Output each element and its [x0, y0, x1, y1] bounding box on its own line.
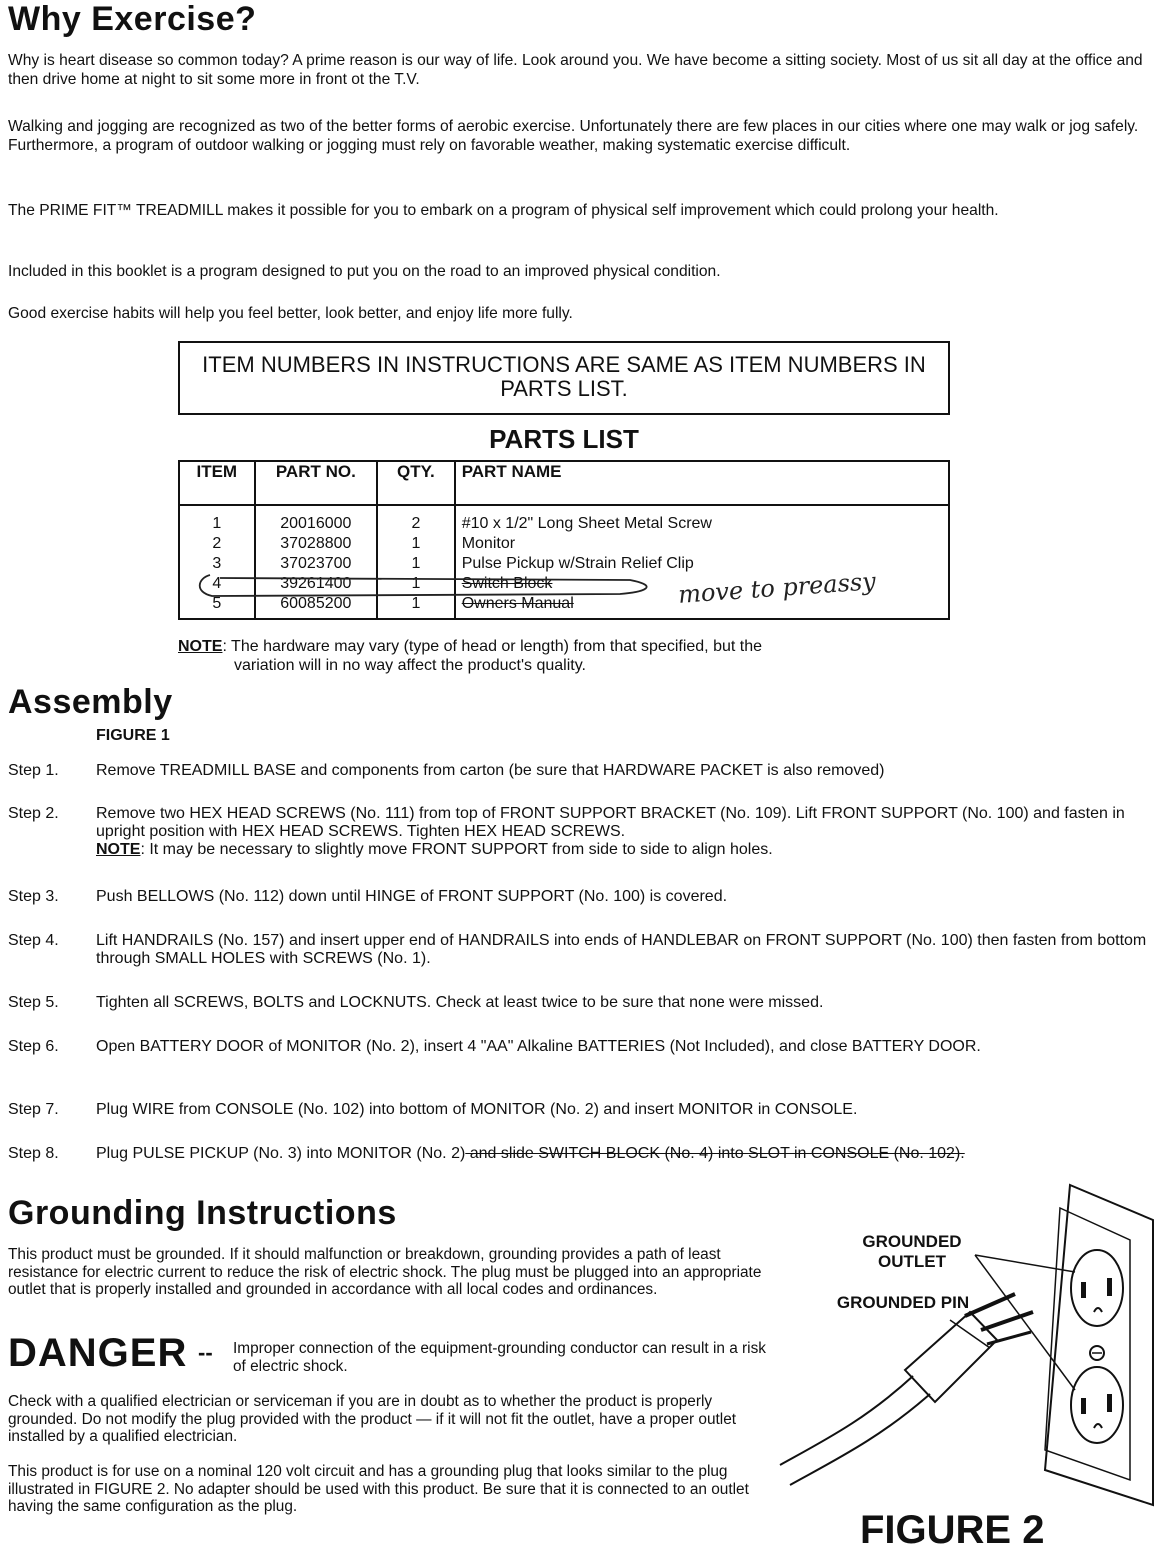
- receptacle-bottom: [1071, 1367, 1123, 1443]
- step-4: [8, 932, 1153, 968]
- outlet-wallplate: [1045, 1185, 1153, 1505]
- grounding-paragraph-2: Check with a qualified electrician or serviceman if you are in doubt as to whether the product is properly grounded. Do not modify the plug provided with the product — if it will not fit the outlet, have a proper outlet installed by a qualified electrician.: [8, 1393, 737, 1445]
- why-paragraph-2: Walking and jogging are recognized as two of the better forms of aerobic exercise. Unfortunately there are few places in our cities where one may walk or jog safely. Furthermore, a program of outdoor walking or jogging must rely on favorable weather, making systematic exercise difficult.: [8, 118, 1139, 154]
- grounding-paragraph-1: This product must be grounded. If it should malfunction or breakdown, grounding provides a path of least resistance for electric current to reduce the risk of electric shock. The plug must be plugged into an appropriate outlet that is properly installed and grounded in accordance with all local codes and ordinances.: [8, 1246, 762, 1298]
- step-3: [8, 888, 1153, 906]
- step-1: [8, 762, 1153, 780]
- cell-qty: 1: [377, 594, 455, 619]
- step-label: Step 1.: [8, 762, 59, 779]
- step-2-text: Remove two HEX HEAD SCREWS (No. 111) from top of FRONT SUPPORT BRACKET (No. 109). Lift FRONT SUPPORT (No. 100) and fasten in upright position with HEX HEAD SCREWS. Tighten HEX HEAD SCREWS.: [96, 805, 1125, 840]
- note-label: NOTE: [178, 638, 223, 655]
- step-8-struck-text: and slide SWITCH BLOCK (No. 4) into SLOT in CONSOLE (No. 102).: [465, 1145, 965, 1162]
- cell-part-name: Monitor: [455, 534, 949, 554]
- why-paragraph-1: Why is heart disease so common today? A prime reason is our way of life. Look around you. We have become a sitting society. Most of us sit all day at the office and then drive home at night to sit some more in front ot the T.V.: [8, 52, 1143, 88]
- grounded-outlet-label: GROUNDED OUTLET: [862, 1232, 962, 1271]
- step-text: Tighten all SCREWS, BOLTS and LOCKNUTS. Check at least twice to be sure that none were missed.: [96, 994, 824, 1011]
- step-2: [8, 805, 1153, 859]
- why-paragraph-5: Good exercise habits will help you feel better, look better, and enjoy life more fully.: [8, 305, 573, 322]
- step-text: Remove TREADMILL BASE and components from carton (be sure that HARDWARE PACKET is also removed): [96, 762, 885, 779]
- cell-part-no: 39261400: [255, 574, 378, 594]
- note-text-2: variation will in no way affect the product's quality.: [234, 657, 586, 674]
- danger-text: Improper connection of the equipment-grounding conductor can result in a risk of electric shock.: [233, 1340, 766, 1375]
- step-text: [96, 1145, 1153, 1163]
- table-row: [179, 505, 949, 534]
- step-label: Step 6.: [8, 1038, 59, 1055]
- step-label: Step 3.: [8, 888, 59, 905]
- item-numbers-notice: ITEM NUMBERS IN INSTRUCTIONS ARE SAME AS ITEM NUMBERS IN PARTS LIST.: [178, 341, 950, 415]
- grounded-pin-label: GROUNDED PIN: [836, 1293, 970, 1312]
- step-8-text: Plug PULSE PICKUP (No. 3) into MONITOR (No. 2): [96, 1145, 466, 1162]
- danger-dash: --: [198, 1340, 213, 1365]
- step-text: Open BATTERY DOOR of MONITOR (No. 2), insert 4 "AA" Alkaline BATTERIES (Not Included), and close BATTERY DOOR.: [96, 1038, 981, 1055]
- cell-part-no: 37028800: [255, 534, 378, 554]
- cell-item: 3: [179, 554, 255, 574]
- cell-qty: 1: [377, 534, 455, 554]
- step-text: Plug WIRE from CONSOLE (No. 102) into bottom of MONITOR (No. 2) and insert MONITOR in CONSOLE.: [96, 1101, 858, 1118]
- danger-heading: DANGER: [8, 1331, 188, 1375]
- why-paragraph-4: Included in this booklet is a program designed to put you on the road to an improved physical condition.: [8, 263, 721, 280]
- note-text-1: : The hardware may vary (type of head or length) from that specified, but the: [222, 638, 762, 655]
- grounding-paragraph-3: This product is for use on a nominal 120 volt circuit and has a grounding plug that looks similar to the plug illustrated in FIGURE 2. No adapter should be used with this product. Be sure that it is connected to an outlet having the same configuration as the plug.: [8, 1463, 749, 1515]
- parts-table-header: [179, 461, 949, 505]
- cell-part-no: 37023700: [255, 554, 378, 574]
- cell-part-no: 20016000: [255, 505, 378, 534]
- step-2-note-text: : It may be necessary to slightly move FRONT SUPPORT from side to side to align holes.: [140, 841, 773, 858]
- cell-item: 4: [179, 574, 255, 594]
- step-label: Step 7.: [8, 1101, 59, 1118]
- step-text: Push BELLOWS (No. 112) down until HINGE of FRONT SUPPORT (No. 100) is covered.: [96, 888, 728, 905]
- cell-part-name: Pulse Pickup w/Strain Relief Clip: [455, 554, 949, 574]
- handdrawn-circle-annotation: [190, 570, 690, 600]
- grounding-title: Grounding Instructions: [8, 1194, 397, 1232]
- step-text: [96, 805, 1153, 859]
- cell-item: 5: [179, 594, 255, 619]
- assembly-title: Assembly: [8, 683, 173, 721]
- struck-part-name: Owners Manual: [461, 595, 574, 612]
- cell-qty: 2: [377, 505, 455, 534]
- table-row: [179, 534, 949, 554]
- step-5: [8, 994, 1153, 1012]
- step-7: [8, 1101, 1153, 1119]
- hardware-note: [178, 637, 958, 675]
- receptacle-top: [1071, 1250, 1123, 1326]
- figure-1-ref: FIGURE 1: [96, 727, 170, 744]
- step-text: Lift HANDRAILS (No. 157) and insert upper end of HANDRAILS into ends of HANDLEBAR on FRONT SUPPORT (No. 100) then fasten from bottom through SMALL HOLES with SCREWS (No. 1).: [96, 932, 1147, 967]
- handwritten-note: move to preassy: [677, 567, 877, 609]
- parts-list-title: PARTS LIST: [489, 424, 639, 454]
- figure-2-caption: FIGURE 2: [860, 1508, 1045, 1552]
- plug: [780, 1294, 1033, 1485]
- step-8: [8, 1145, 1153, 1163]
- step-label: Step 2.: [8, 805, 59, 822]
- step-label: Step 4.: [8, 932, 59, 949]
- cell-qty: 1: [377, 554, 455, 574]
- step-label: Step 5.: [8, 994, 59, 1011]
- cell-qty: 1: [377, 574, 455, 594]
- col-qty: QTY.: [377, 461, 455, 505]
- cell-part-no: 60085200: [255, 594, 378, 619]
- grounded-outlet-illustration: [775, 1180, 1158, 1510]
- step-label: Step 8.: [8, 1145, 59, 1162]
- col-item: ITEM: [179, 461, 255, 505]
- step-2-note-label: NOTE: [96, 841, 141, 858]
- why-exercise-title: Why Exercise?: [8, 0, 257, 38]
- col-part-name: PART NAME: [455, 461, 949, 505]
- why-paragraph-3: The PRIME FIT™ TREADMILL makes it possible for you to embark on a program of physical self improvement which could prolong your health.: [8, 202, 999, 219]
- col-part-no: PART NO.: [255, 461, 378, 505]
- cell-item: 1: [179, 505, 255, 534]
- cell-part-name: #10 x 1/2" Long Sheet Metal Screw: [455, 505, 949, 534]
- struck-part-name: Switch Block: [461, 575, 553, 592]
- cell-item: 2: [179, 534, 255, 554]
- step-6: [8, 1038, 1153, 1056]
